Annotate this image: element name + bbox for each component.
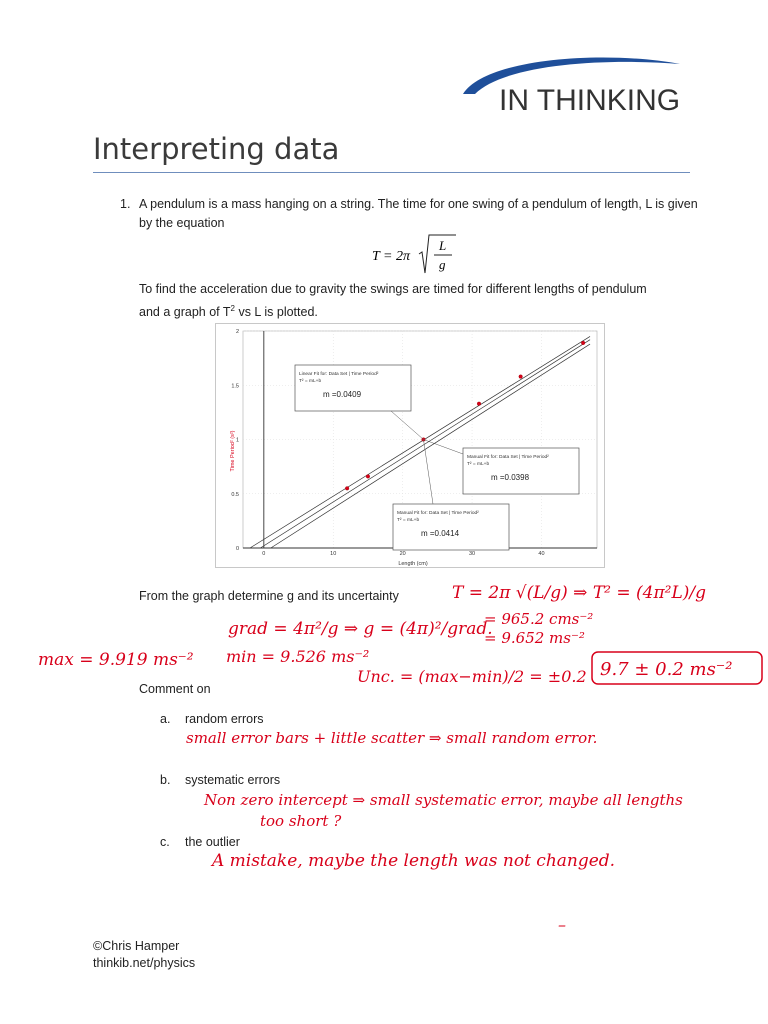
pendulum-graph	[215, 323, 605, 568]
inthinking-logo	[455, 50, 685, 120]
graph-intro-sup: 2	[230, 304, 235, 313]
x-axis-label: Length (cm)	[398, 561, 428, 567]
data-point	[345, 487, 349, 491]
fit-box-title: Linear Fit for: Data Set | Time Period²	[299, 372, 379, 377]
hw-answer-box	[592, 652, 762, 684]
title-divider	[93, 172, 690, 173]
equation-numerator: L	[439, 238, 447, 253]
x-tick-label: 0	[262, 551, 266, 557]
prompt-comment-on: Comment on	[139, 682, 211, 696]
y-tick-label: 0	[235, 546, 239, 552]
footer	[93, 938, 195, 972]
graph-intro-a: To find the acceleration due to gravity the swings are timed for different lengths of pendulum and a graph of T	[139, 282, 647, 320]
hw-formula: T = 2π √(L/g) ⇒ T² = (4π²L)/g	[452, 583, 707, 603]
data-point	[581, 341, 585, 345]
item-b-label: b.	[160, 773, 171, 787]
hw-g2: = 9.652 ms⁻²	[484, 629, 585, 647]
item-a-text: random errors	[185, 712, 264, 726]
fit-box-eq: T² = mL+b	[299, 379, 322, 384]
fit-box-title: Manual Fit for: Data Set | Time Period²	[397, 511, 479, 516]
y-tick-label: 1.5	[231, 383, 239, 390]
item-c-text: the outlier	[185, 835, 240, 849]
sqrt-sign	[419, 235, 456, 273]
item-b-text: systematic errors	[185, 773, 281, 787]
fit-box-slope: m =0.0414	[421, 529, 460, 538]
x-tick-label: 30	[468, 551, 476, 557]
y-tick-label: 1	[235, 437, 239, 444]
item-a-label: a.	[160, 712, 171, 726]
fit-box-eq: T² = mL+b	[467, 462, 490, 467]
fit-box	[463, 448, 579, 494]
hw-random: small error bars + little scatter ⇒ small random error.	[186, 729, 598, 747]
pendulum-equation	[372, 231, 462, 279]
question-number: 1.	[120, 197, 131, 211]
hw-systematic-2: too short ?	[260, 812, 342, 830]
graph-intro-b: vs L is plotted.	[234, 305, 318, 320]
hw-uncertainty: Unc. = (max−min)/2 = ±0.2	[357, 667, 587, 686]
hw-dash: –	[558, 915, 566, 934]
y-tick-label: 0.5	[231, 491, 239, 498]
fit-box	[393, 504, 509, 550]
logo-text: IN THINKING	[499, 84, 681, 117]
fit-box-slope: m =0.0398	[491, 473, 530, 482]
question-text: A pendulum is a mass hanging on a string. The time for one swing of a pendulum of length, L is given by the equation	[139, 197, 698, 230]
page-title: Interpreting data	[93, 132, 340, 166]
graph-intro-text	[139, 280, 659, 322]
hw-grad: grad = 4π²/g ⇒ g = (4π)²/grad.	[228, 619, 493, 639]
x-tick-label: 20	[399, 551, 406, 557]
prompt-determine-g: From the graph determine g and its uncertainty	[139, 589, 399, 603]
hw-max: max = 9.919 ms⁻²	[38, 650, 194, 670]
x-tick-label: 40	[538, 551, 545, 557]
data-point	[477, 402, 481, 406]
hw-outlier: A mistake, maybe the length was not changed.	[212, 851, 616, 871]
hw-min: min = 9.526 ms⁻²	[226, 647, 370, 666]
equation-denominator: g	[439, 257, 446, 272]
x-tick-label: 10	[330, 551, 337, 557]
equation-lhs: T = 2π	[372, 249, 410, 264]
hw-systematic-1: Non zero intercept ⇒ small systematic error, maybe all lengths	[204, 791, 683, 809]
fit-box-eq: T² = mL+b	[397, 518, 420, 523]
fit-box	[295, 365, 411, 411]
y-axis-label: Time Period² (s²)	[230, 430, 236, 472]
y-tick-label: 2	[235, 329, 239, 335]
footer-author: ©Chris Hamper	[93, 939, 180, 953]
footer-site: thinkib.net/physics	[93, 956, 196, 970]
hw-g1: = 965.2 cms⁻²	[484, 610, 594, 628]
fit-box-title: Manual Fit for: Data Set | Time Period²	[467, 455, 549, 460]
item-c-label: c.	[160, 835, 170, 849]
fit-box-slope: m =0.0409	[323, 390, 362, 399]
data-point	[519, 375, 523, 379]
data-point	[366, 475, 370, 479]
hw-answer: 9.7 ± 0.2 ms⁻²	[600, 659, 733, 680]
